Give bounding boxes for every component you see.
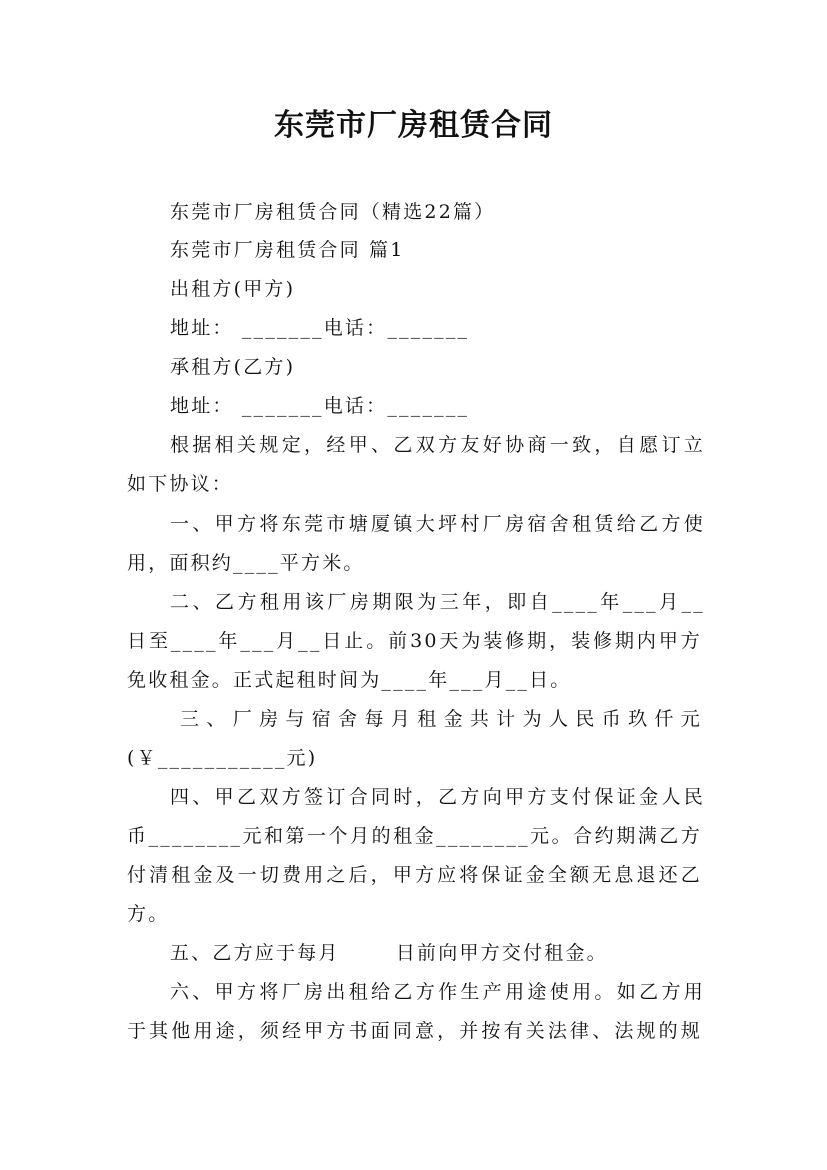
clause-2-line: 二、乙方租用该厂房期限为三年，即自____年___月__ bbox=[170, 591, 705, 613]
document-title: 东莞市厂房租赁合同 bbox=[274, 108, 553, 143]
clause-1-line: 用，面积约____平方米。 bbox=[127, 552, 365, 574]
clause-4-line: 四、甲乙双方签订合同时，乙方向甲方支付保证金人民 bbox=[170, 786, 705, 808]
doc-section-heading: 东莞市厂房租赁合同 篇1 bbox=[170, 239, 405, 261]
lessee-address-phone: 地址： _______电话：_______ bbox=[170, 395, 470, 417]
clause-3-line: (￥___________元) bbox=[127, 747, 318, 769]
clause-5-line: 五、乙方应于每月 日前向甲方交付租金。 bbox=[170, 942, 608, 964]
clause-4-line: 币________元和第一个月的租金________元。合约期满乙方 bbox=[127, 825, 702, 847]
clause-6-line: 于其他用途，须经甲方书面同意，并按有关法律、法规的规 bbox=[127, 1020, 702, 1042]
clause-6-line: 六、甲方将厂房出租给乙方作生产用途使用。如乙方用 bbox=[170, 981, 705, 1003]
lessee-label: 承租方(乙方) bbox=[170, 356, 296, 378]
clause-2-line: 免收租金。正式起租时间为____年___月__日。 bbox=[127, 669, 572, 691]
lessor-label: 出租方(甲方) bbox=[170, 278, 296, 300]
lessor-address-phone: 地址： _______电话：_______ bbox=[170, 317, 470, 339]
clause-4-line: 付清租金及一切费用之后，甲方应将保证金全额无息退还乙 bbox=[127, 864, 702, 886]
clause-1-line: 一、甲方将东莞市塘厦镇大坪村厂房宿舍租赁给乙方使 bbox=[170, 513, 705, 535]
clause-4-line: 方。 bbox=[127, 903, 170, 925]
doc-subtitle: 东莞市厂房租赁合同（精选22篇） bbox=[170, 201, 496, 223]
clause-3-line: 三、厂房与宿舍每月租金共计为人民币玖仟元 bbox=[180, 708, 702, 730]
clause-2-line: 日至____年___月__日止。前30天为装修期，装修期内甲方 bbox=[127, 630, 702, 652]
paragraph-line: 根据相关规定，经甲、乙双方友好协商一致，自愿订立 bbox=[170, 434, 705, 456]
paragraph-line: 如下协议： bbox=[127, 473, 234, 495]
